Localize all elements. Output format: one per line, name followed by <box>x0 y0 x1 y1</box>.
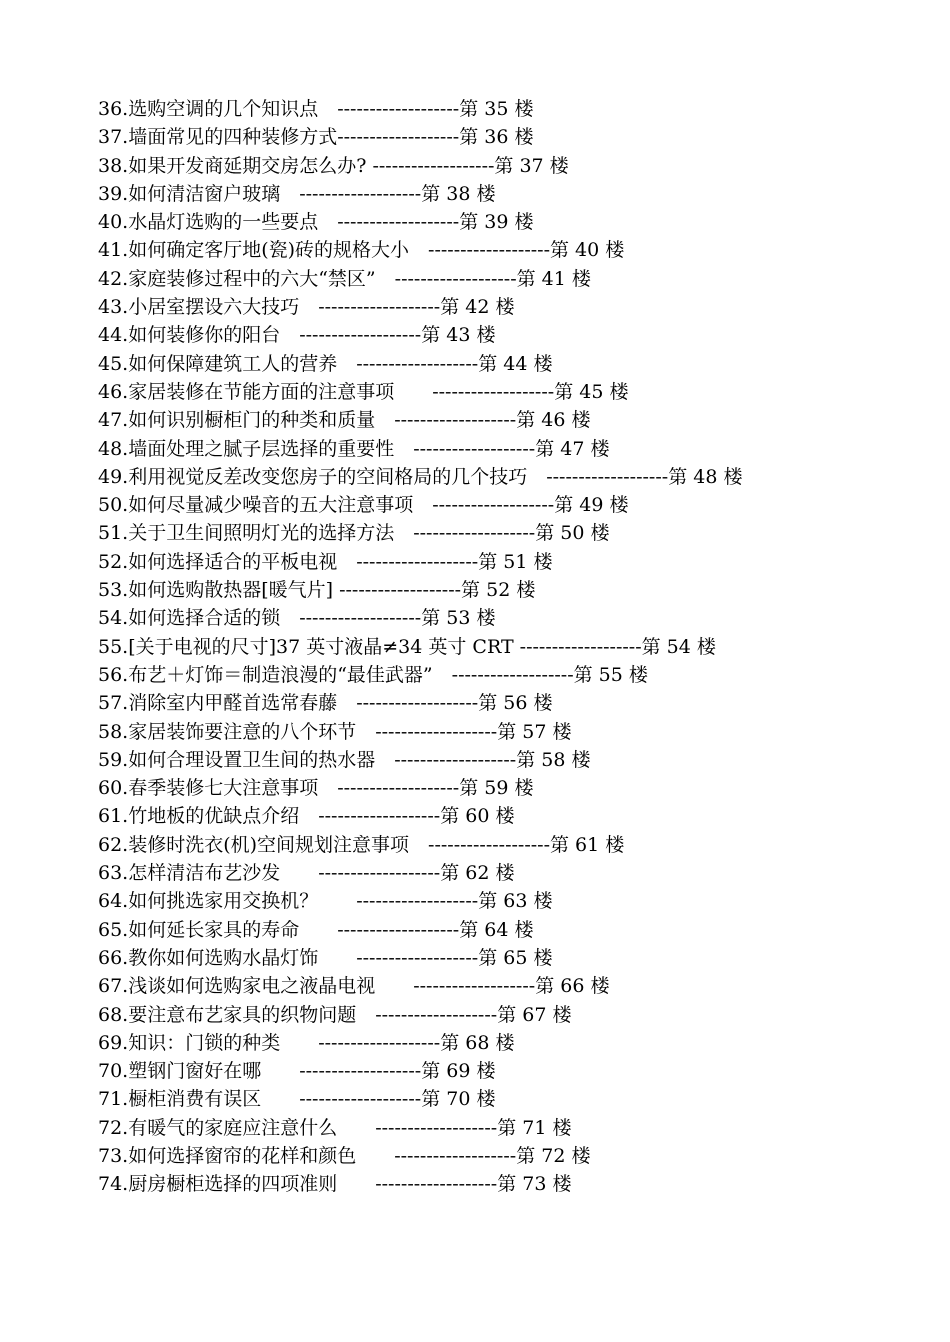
toc-entry: 49.利用视觉反差改变您房子的空间格局的几个技巧 -------------------第 48 楼 <box>98 465 743 488</box>
toc-entry: 43.小居室摆设六大技巧 -------------------第 42 楼 <box>98 296 515 319</box>
toc-entry: 72.有暖气的家庭应注意什么 -------------------第 71 楼 <box>98 1116 572 1139</box>
toc-entry: 40.水晶灯选购的一些要点 -------------------第 39 楼 <box>98 211 534 234</box>
toc-entry: 46.家居装修在节能方面的注意事项 -------------------第 45 楼 <box>98 380 629 403</box>
toc-entry: 74.厨房橱柜选择的四项准则 -------------------第 73 楼 <box>98 1173 572 1196</box>
toc-entry: 51.关于卫生间照明灯光的选择方法 -------------------第 50 楼 <box>98 522 610 545</box>
toc-entry: 39.如何清洁窗户玻璃 -------------------第 38 楼 <box>98 182 496 205</box>
toc-entry: 55.[关于电视的尺寸]37 英寸液晶≠34 英寸 CRT -------------------第 54 楼 <box>98 635 716 658</box>
toc-entry: 45.如何保障建筑工人的营养 -------------------第 44 楼 <box>98 352 553 375</box>
toc-entry: 54.如何选择合适的锁 -------------------第 53 楼 <box>98 607 496 630</box>
toc-entry: 52.如何选择适合的平板电视 -------------------第 51 楼 <box>98 550 553 573</box>
toc-entry: 62.装修时洗衣(机)空间规划注意事项 -------------------第 61 楼 <box>98 833 625 856</box>
toc-entry: 42.家庭装修过程中的六大“禁区” -------------------第 41 楼 <box>98 267 591 290</box>
table-of-contents <box>98 95 898 1199</box>
toc-entry: 38.如果开发商延期交房怎么办? -------------------第 37 楼 <box>98 154 569 177</box>
toc-entry: 58.家居装饰要注意的八个环节 -------------------第 57 楼 <box>98 720 572 743</box>
toc-entry: 63.怎样清洁布艺沙发 -------------------第 62 楼 <box>98 862 515 885</box>
toc-entry: 66.教你如何选购水晶灯饰 -------------------第 65 楼 <box>98 946 553 969</box>
toc-entry: 53.如何选购散热器[暖气片] -------------------第 52 楼 <box>98 579 536 602</box>
toc-entry: 47.如何识别橱柜门的种类和质量 -------------------第 46 楼 <box>98 409 591 432</box>
toc-entry: 57.消除室内甲醛首选常春藤 -------------------第 56 楼 <box>98 692 553 715</box>
toc-entry: 61.竹地板的优缺点介绍 -------------------第 60 楼 <box>98 805 515 828</box>
toc-entry: 37.墙面常见的四种装修方式-------------------第 36 楼 <box>98 126 534 149</box>
toc-entry: 65.如何延长家具的寿命 -------------------第 64 楼 <box>98 918 534 941</box>
toc-entry: 41.如何确定客厅地(瓷)砖的规格大小 -------------------第 40 楼 <box>98 239 625 262</box>
toc-entry: 36.选购空调的几个知识点 -------------------第 35 楼 <box>98 98 534 120</box>
toc-entry: 56.布艺＋灯饰＝制造浪漫的“最佳武器” -------------------第 55 楼 <box>98 663 648 686</box>
toc-entry: 73.如何选择窗帘的花样和颜色 -------------------第 72 楼 <box>98 1144 591 1167</box>
toc-entry: 50.如何尽量减少噪音的五大注意事项 -------------------第 49 楼 <box>98 494 629 517</box>
toc-entry: 44.如何装修你的阳台 -------------------第 43 楼 <box>98 324 496 347</box>
toc-entry: 70.塑钢门窗好在哪 -------------------第 69 楼 <box>98 1060 496 1083</box>
toc-entry: 68.要注意布艺家具的织物问题 -------------------第 67 楼 <box>98 1003 572 1026</box>
toc-entry: 69.知识：门锁的种类 -------------------第 68 楼 <box>98 1031 515 1054</box>
toc-entry: 64.如何挑选家用交换机？ -------------------第 63 楼 <box>98 890 553 913</box>
toc-entry: 48.墙面处理之腻子层选择的重要性 -------------------第 47 楼 <box>98 437 610 460</box>
toc-entry: 59.如何合理设置卫生间的热水器 -------------------第 58 楼 <box>98 748 591 771</box>
toc-entry: 67.浅谈如何选购家电之液晶电视 -------------------第 66 楼 <box>98 975 610 998</box>
toc-entry: 60.春季装修七大注意事项 -------------------第 59 楼 <box>98 777 534 800</box>
toc-entry: 71.橱柜消费有误区 -------------------第 70 楼 <box>98 1088 496 1111</box>
